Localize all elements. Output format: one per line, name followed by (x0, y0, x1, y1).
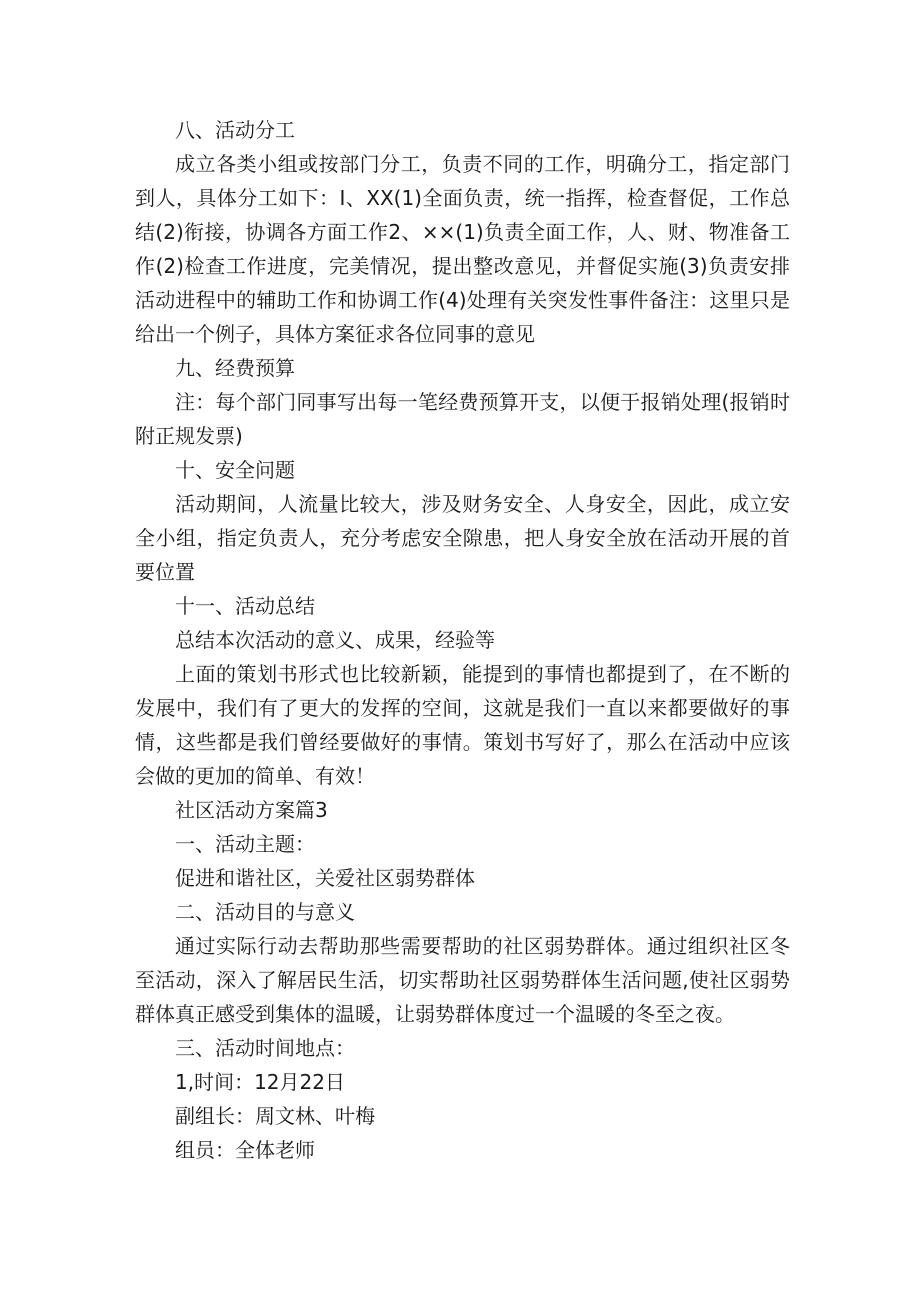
heading-purpose: 二、活动目的与意义 (175, 900, 355, 924)
heading-theme: 一、活动主题： (175, 832, 315, 856)
heading-section-9: 九、经费预算 (175, 356, 295, 380)
heading-plan-3: 社区活动方案篇3 (175, 798, 328, 822)
paragraph-theme: 促进和谐社区，关爱社区弱势群体 (175, 866, 475, 890)
paragraph-purpose: 通过实际行动去帮助那些需要帮助的社区弱势群体。通过组织社区冬至活动，深入了解居民生活，切实帮助社区弱势群体生活问题,使社区弱势群体真正感受到集体的温暖，让弱势群体度过一个温暖的冬至之夜。 (135, 934, 790, 1026)
paragraph-closing-remarks: 上面的策划书形式也比较新颖，能提到的事情也都提到了，在不断的发展中，我们有了更大的发挥的空间，这就是我们一直以来都要做好的事情，这些都是我们曾经要做好的事情。策划书写好了，那么在活动中应该会做的更加的简单、有效！ (135, 662, 790, 788)
document-body (135, 113, 790, 1167)
paragraph-summary: 总结本次活动的意义、成果，经验等 (175, 628, 495, 652)
paragraph-division-of-labor: 成立各类小组或按部门分工，负责不同的工作，明确分工，指定部门到人，具体分工如下：I、XX(1)全面负责，统一指挥，检查督促，工作总结(2)衔接，协调各方面工作2、××(1)负责全面工作，人、财、物准备工作(2)检查工作进度，完美情况，提出整改意见，并督促实施(3)负责安排活动进程中的辅助工作和协调工作(4)处理有关突发性事件备注：这里只是给出一个例子，具体方案征求各位同事的意见 (135, 152, 790, 346)
heading-section-10: 十、安全问题 (175, 458, 295, 482)
heading-time-place: 三、活动时间地点： (175, 1036, 355, 1060)
paragraph-members: 组员：全体老师 (175, 1138, 315, 1162)
paragraph-deputy-leaders: 副组长：周文林、叶梅 (175, 1104, 375, 1128)
heading-section-11: 十一、活动总结 (175, 594, 315, 618)
paragraph-safety: 活动期间，人流量比较大，涉及财务安全、人身安全，因此，成立安全小组，指定负责人，充分考虑安全隙患，把人身安全放在活动开展的首要位置 (135, 492, 790, 584)
paragraph-budget-note: 注：每个部门同事写出每一笔经费预算开支，以便于报销处理(报销时附正规发票) (135, 390, 790, 448)
heading-section-8: 八、活动分工 (175, 118, 295, 142)
paragraph-time: 1,时间：12月22日 (175, 1070, 345, 1094)
